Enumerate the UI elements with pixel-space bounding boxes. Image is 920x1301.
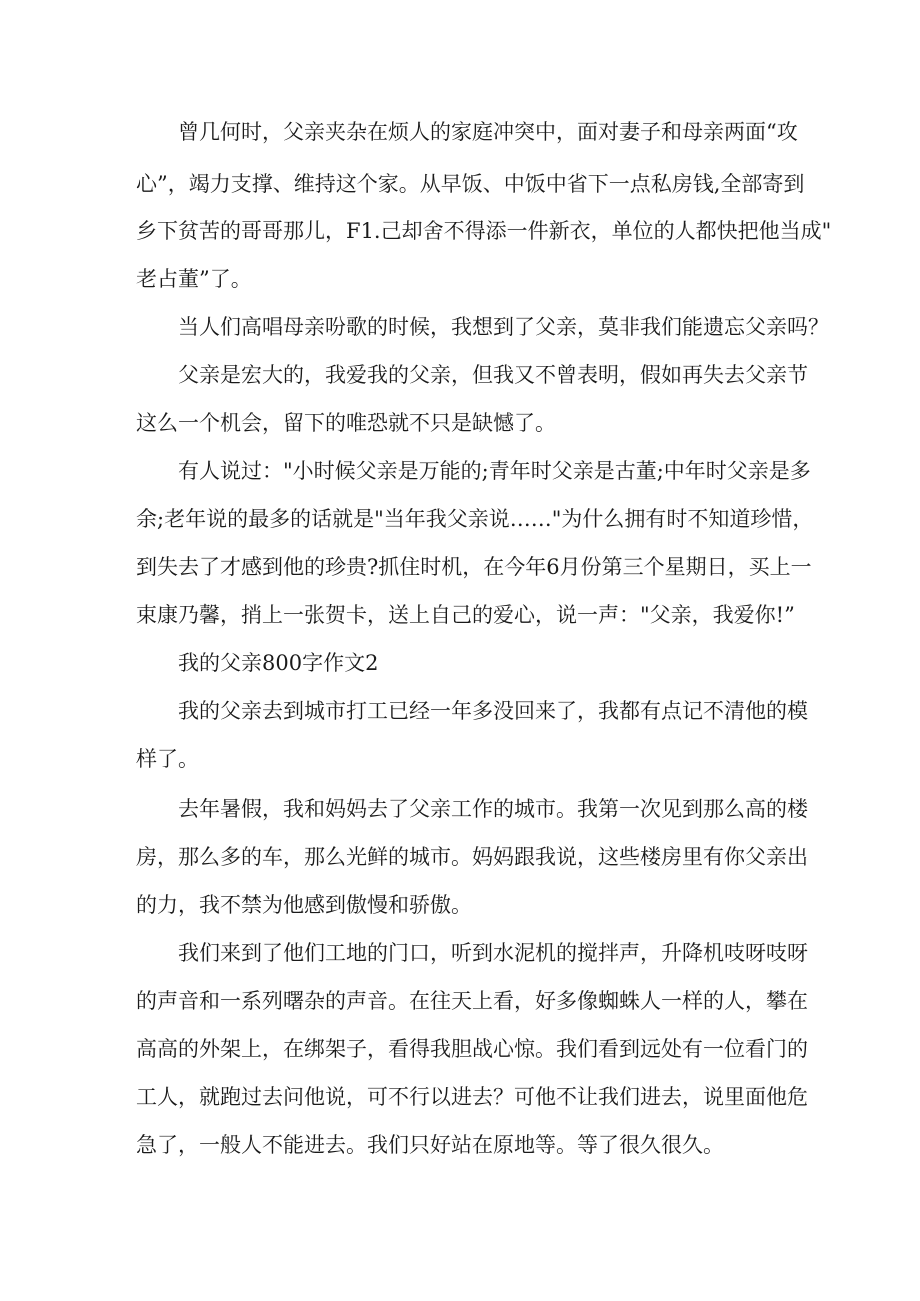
paragraph-3-line-2: 这么一个机会，留下的唯恐就不只是缺憾了。 xyxy=(136,411,556,435)
paragraph-1-line-1: 曾几何时，父亲夹杂在烦人的家庭冲突中，面对妻子和母亲两面“攻 xyxy=(178,120,798,144)
paragraph-8-line-2: 的声音和一系列曙杂的声音。在往天上看，好多像蜘蛛人一样的人，攀在 xyxy=(136,989,808,1013)
paragraph-8-line-4: 工人，就跑过去问他说，可不行以进去？可他不让我们进去，说里面他危 xyxy=(136,1085,808,1109)
paragraph-1-line-3: 乡下贫苦的哥哥那儿，F1.己却舍不得添一件新衣，单位的人都快把他当成" xyxy=(136,219,832,243)
paragraph-2-line-1: 当人们高唱母亲吩歌的时候，我想到了父亲，莫非我们能遗忘父亲吗？ xyxy=(178,315,829,339)
paragraph-6-line-1: 我的父亲去到城市打工已经一年多没回来了，我都有点记不清他的模 xyxy=(178,699,808,723)
paragraph-7-line-3: 的力，我不禁为他感到傲慢和骄傲。 xyxy=(136,893,472,917)
paragraph-4-line-3: 到失去了才感到他的珍贵?抓住时机，在今年6月份第三个星期日，买上一 xyxy=(136,555,812,579)
paragraph-7-line-1: 去年暑假，我和妈妈去了父亲工作的城市。我第一次见到那么高的楼 xyxy=(178,797,808,821)
paragraph-3-line-1: 父亲是宏大的，我爱我的父亲，但我又不曾表明，假如再失去父亲节 xyxy=(178,363,808,387)
paragraph-1-line-4: 老占董”了。 xyxy=(136,267,252,291)
paragraph-8-line-3: 高高的外架上，在绑架子，看得我胆战心惊。我们看到远处有一位看门的 xyxy=(136,1037,808,1061)
paragraph-4-line-1: 有人说过："小时候父亲是万能的;青年时父亲是古董;中年时父亲是多 xyxy=(178,459,811,483)
paragraph-7-line-2: 房，那么多的车，那么光鲜的城市。妈妈跟我说，这些楼房里有你父亲出 xyxy=(136,845,808,869)
paragraph-4-line-2: 余;老年说的最多的话就是"当年我父亲说……"为什么拥有时不知道珍惜， xyxy=(136,507,814,531)
paragraph-6-line-2: 样了。 xyxy=(136,747,199,771)
paragraph-8-line-1: 我们来到了他们工地的门口，听到水泥机的搅拌声，升降机吱呀吱呀 xyxy=(178,941,808,965)
paragraph-1-line-2: 心”，竭力支撑、维持这个家。从早饭、中饭中省下一点私房钱,全部寄到 xyxy=(136,172,805,196)
paragraph-8-line-5: 急了，一般人不能进去。我们只好站在原地等。等了很久很久。 xyxy=(136,1133,724,1157)
section-heading: 我的父亲800字作文2 xyxy=(178,651,379,675)
paragraph-4-line-4: 束康乃馨，捎上一张贺卡，送上自己的爱心，说一声："父亲，我爱你!” xyxy=(136,603,795,627)
